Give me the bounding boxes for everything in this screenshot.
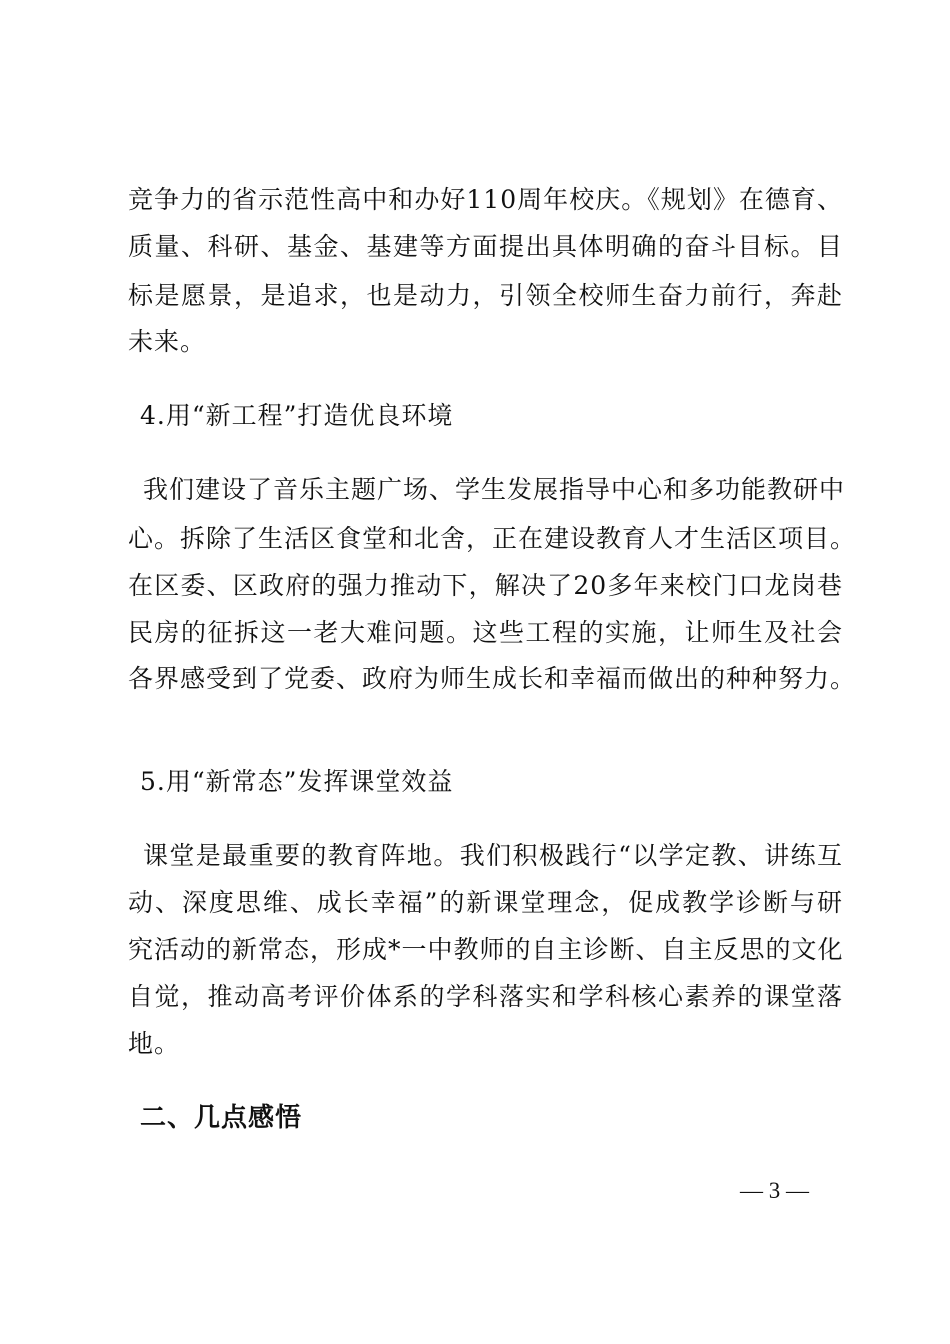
paragraph-line: 自觉，推动高考评价体系的学科落实和学科核心素养的课堂落 xyxy=(128,982,843,1011)
paragraph-line: 民房的征拆这一老大难问题。这些工程的实施，让师生及社会 xyxy=(128,618,843,647)
paragraph-line: 心。拆除了生活区食堂和北舍，正在建设教育人才生活区项目。 xyxy=(128,524,857,553)
paragraph-line: 动、深度思维、成长幸福”的新课堂理念，促成教学诊断与研 xyxy=(128,888,843,917)
paragraph-line: 课堂是最重要的教育阵地。我们积极践行“以学定教、讲练互 xyxy=(143,841,843,870)
subsection-heading-4: 4.用“新工程”打造优良环境 xyxy=(140,401,454,430)
section-heading: 二、几点感悟 xyxy=(140,1103,303,1133)
paragraph-line: 各界感受到了党委、政府为师生成长和幸福而做出的种种努力。 xyxy=(128,664,857,693)
paragraph-line: 未来。 xyxy=(128,327,207,356)
paragraph-line: 竞争力的省示范性高中和办好110周年校庆。《规划》在德育、 xyxy=(128,185,843,214)
subsection-heading-5: 5.用“新常态”发挥课堂效益 xyxy=(140,767,454,796)
paragraph-line: 地。 xyxy=(128,1029,181,1058)
paragraph-line: 究活动的新常态，形成*一中教师的自主诊断、自主反思的文化 xyxy=(128,935,844,964)
paragraph-line: 我们建设了音乐主题广场、学生发展指导中心和多功能教研中 xyxy=(143,475,846,504)
paragraph-line: 质量、科研、基金、基建等方面提出具体明确的奋斗目标。目 xyxy=(128,232,843,261)
page-number: — 3 — xyxy=(740,1178,809,1203)
paragraph-line: 标是愿景，是追求，也是动力，引领全校师生奋力前行，奔赴 xyxy=(128,281,843,310)
paragraph-line: 在区委、区政府的强力推动下，解决了20多年来校门口龙岗巷 xyxy=(128,571,843,600)
